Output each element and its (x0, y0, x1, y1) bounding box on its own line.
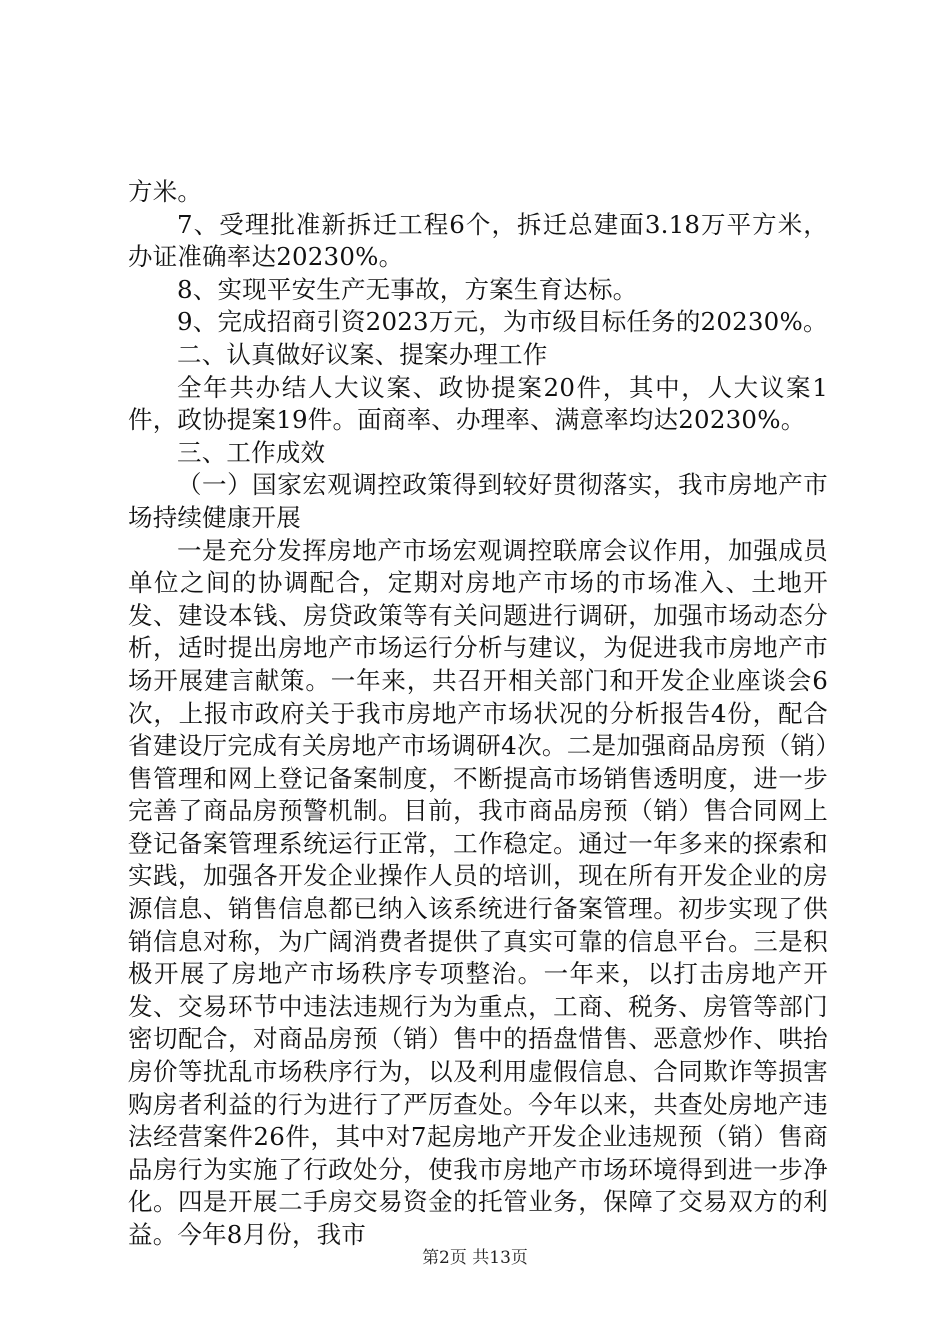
subsection-heading-1: （一）国家宏观调控政策得到较好贯彻落实，我市房地产市场持续健康开展 (128, 470, 828, 532)
paragraph-item-8: 8、实现平安生产无事故，方案生育达标。 (177, 274, 638, 304)
paragraph-main: 一是充分发挥房地产市场宏观调控联席会议作用，加强成员单位之间的协调配合，定期对房地产市场的市场准入、土地开发、建设本钱、房贷政策等有关问题进行调研，加强市场动态分析，适时提出房地产市场运行分析与建议，为促进我市房地产市场开展建言献策。一年来，共召开相关部门和开发企业座谈会6次，上报市政府关于我市房地产市场状况的分析报告4份，配合省建设厅完成有关房地产市场调研4次。二是加强商品房预（销）售管理和网上登记备案制度，不断提高市场销售透明度，进一步完善了商品房预警机制。目前，我市商品房预（销）售合同网上登记备案管理系统运行正常，工作稳定。通过一年多来的探索和实践，加强各开发企业操作人员的培训，现在所有开发企业的房源信息、销售信息都已纳入该系统进行备案管理。初步实现了供销信息对称，为广阔消费者提供了真实可靠的信息平台。三是积极开展了房地产市场秩序专项整治。一年来，以打击房地产开发、交易环节中违法违规行为为重点，工商、税务、房管等部门密切配合，对商品房预（销）售中的捂盘惜售、恶意炒作、哄抬房价等扰乱市场秩序行为，以及利用虚假信息、合同欺诈等损害购房者利益的行为进行了严厉查处。今年以来，共查处房地产违法经营案件26件，其中对7起房地产开发企业违规预（销）售商品房行为实施了行政处分，使我市房地产市场环境得到进一步净化。四是开展二手房交易资金的托管业务，保障了交易双方的利益。今年8月份，我市 (128, 535, 828, 1249)
paragraph-proposals: 全年共办结人大议案、政协提案20件，其中，人大议案1件，政协提案19件。面商率、办理率、满意率均达20230%。 (128, 372, 828, 435)
section-heading-3: 三、工作成效 (177, 437, 326, 467)
section-heading-2: 二、认真做好议案、提案办理工作 (177, 339, 548, 369)
paragraph-continuation: 方米。 (128, 177, 203, 206)
paragraph-item-7: 7、受理批准新拆迁工程6个，拆迁总建面3.18万平方米，办证准确率达20230%。 (128, 209, 828, 272)
document-body (128, 176, 828, 1252)
page-footer: 第2页 共13页 (422, 1248, 528, 1268)
paragraph-item-9: 9、完成招商引资2023万元，为市级目标任务的20230%。 (177, 307, 828, 337)
